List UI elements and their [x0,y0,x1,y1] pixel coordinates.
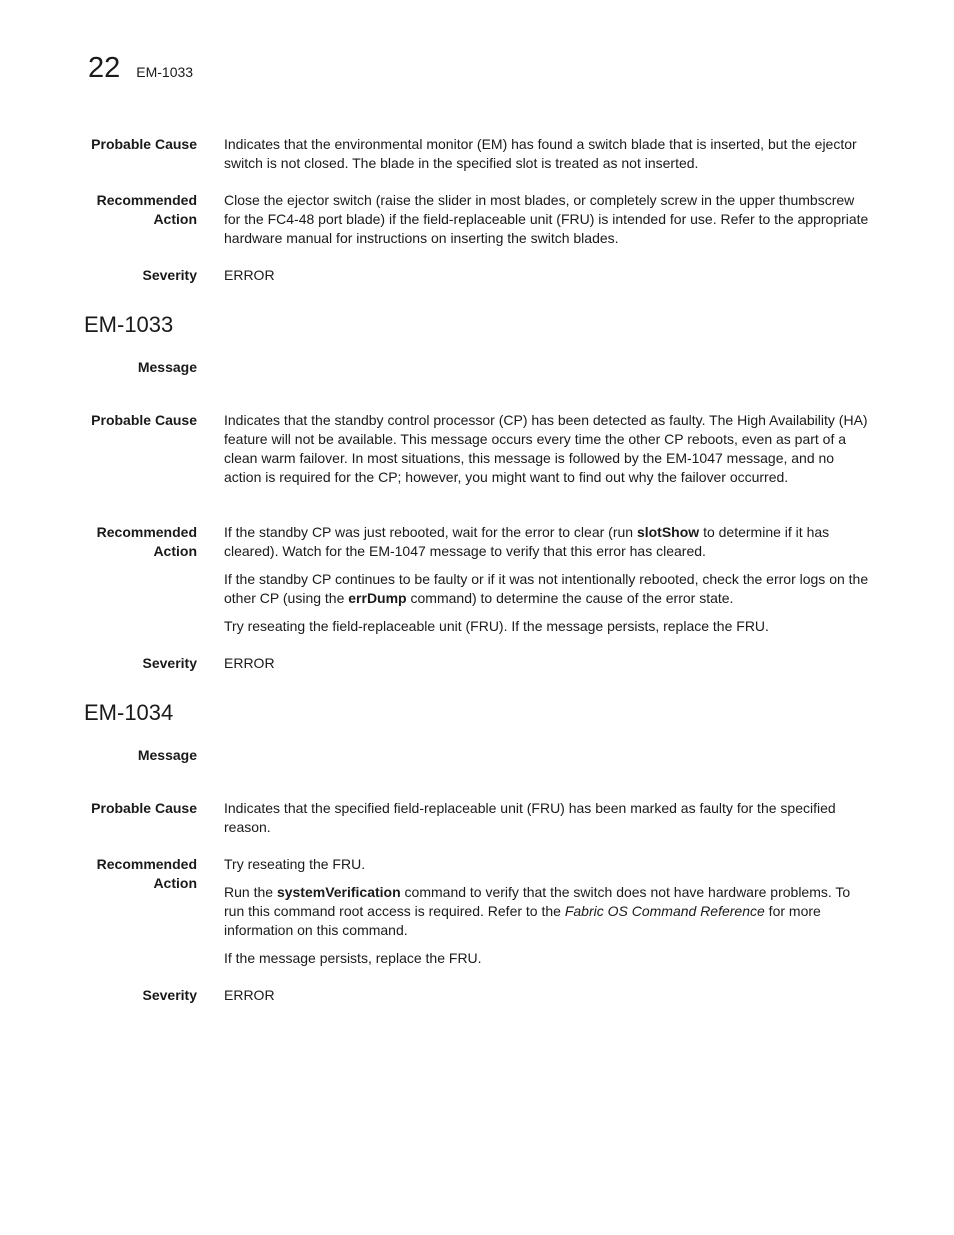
em1033-probable-cause-text: Indicates that the standby control processor (CP) has been detected as faulty. The High Availability (HA) feature will not be available. This message occurs every time the other CP reboots, even as part of a clean warm failover. In most situations, this message is followed by the EM-1047 message, and no action is required for the CP; however, you might want to find out why the failover occurred. [224,412,868,485]
em1033-severity-value: ERROR [224,655,275,671]
command-errdump: errDump [348,590,407,606]
em1034-recommended-action-text: Try reseating the FRU. Run the systemVerification command to verify that the switch does not have hardware problems. To run this command root access is required. Refer to the Fabric OS Command Reference for more information on this command. If the message persists, replace the FRU. [224,856,851,966]
severity-label: Severity [142,267,197,283]
command-systemverification: systemVerification [276,884,401,900]
em1034-severity-value: ERROR [224,987,275,1003]
recommended-action-label: Recommended Action [96,192,197,227]
message-label: Message [137,747,197,763]
prev-severity-value: ERROR [224,267,275,283]
recommended-action-label: Recommended Action [96,856,197,891]
running-header-title: EM-1033 [136,64,194,80]
section-heading-em1033: EM-1033 [84,312,174,337]
section-heading-em1034: EM-1034 [84,700,174,725]
recommended-action-label: Recommended Action [96,524,197,559]
prev-recommended-action-text: Close the ejector switch (raise the slider in most blades, or completely screw in the upper thumbscrew for the FC4-48 port blade) if the field-replaceable unit (FRU) is intended for use. Refer to the appropriate hardware manual for instructions on inserting the switch blades. [224,192,869,246]
em1034-probable-cause-text: Indicates that the specified field-replaceable unit (FRU) has been marked as faulty for the specified reason. [224,800,836,835]
probable-cause-label: Probable Cause [91,412,197,428]
severity-label: Severity [142,655,197,671]
probable-cause-label: Probable Cause [91,800,197,816]
severity-label: Severity [142,987,197,1003]
chapter-number: 22 [88,52,121,84]
em1033-recommended-action-text: If the standby CP was just rebooted, wait for the error to clear (run slotShow to determine if it has cleared). Watch for the EM-1047 message to verify that this error has cleared. If the standby CP continues to be faulty or if it was not intentionally rebooted, check the error logs on the other CP (using the errDump command) to determine the cause of the error state. Try reseating the field-replaceable unit (FRU). If the message persists, replace the FRU. [224,524,869,634]
running-header [88,52,193,85]
prev-probable-cause-text: Indicates that the environmental monitor (EM) has found a switch blade that is inserted, but the ejector switch is not closed. The blade in the specified slot is treated as not inserted. [224,136,857,171]
probable-cause-label: Probable Cause [91,136,197,152]
message-label: Message [137,359,197,375]
command-slotshow: slotShow [636,524,700,540]
reference-title: Fabric OS Command Reference [564,903,765,919]
